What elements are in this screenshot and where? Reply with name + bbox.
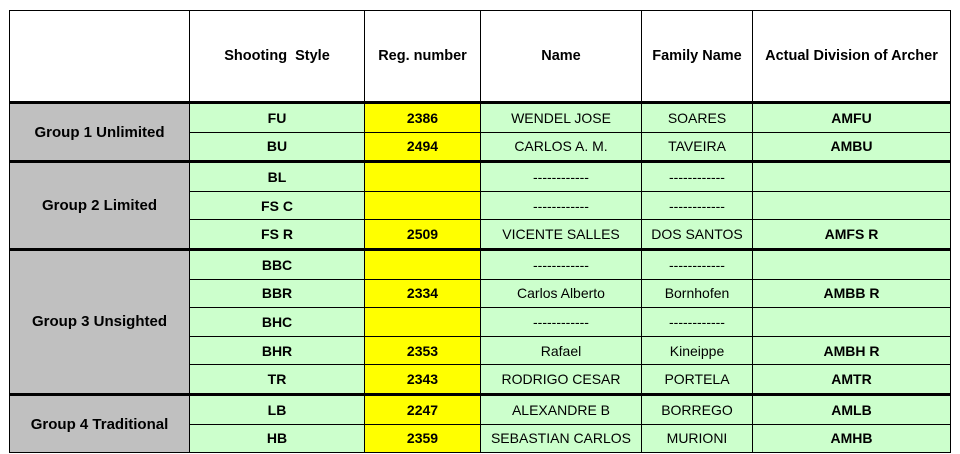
division-cell (753, 249, 951, 279)
name-cell: ------------ (481, 308, 642, 337)
name-cell: SEBASTIAN CARLOS (481, 424, 642, 453)
shooting-style-cell: BBC (190, 249, 365, 279)
shooting-style-cell: BU (190, 132, 365, 162)
division-cell: AMFU (753, 103, 951, 133)
family-name-cell: Bornhofen (642, 279, 753, 308)
shooting-style-cell: BHR (190, 336, 365, 365)
reg-number-cell: 2494 (365, 132, 481, 162)
name-cell: VICENTE SALLES (481, 220, 642, 250)
reg-number-cell: 2386 (365, 103, 481, 133)
reg-number-cell: 2334 (365, 279, 481, 308)
header-row (10, 11, 951, 103)
header-shooting-style: Shooting Style (190, 11, 365, 103)
reg-number-cell: 2353 (365, 336, 481, 365)
group-label: Group 3 Unsighted (10, 249, 190, 394)
family-name-cell: ------------ (642, 249, 753, 279)
family-name-cell: MURIONI (642, 424, 753, 453)
family-name-cell: BORREGO (642, 394, 753, 424)
header-division: Actual Division of Archer (753, 11, 951, 103)
reg-number-cell (365, 308, 481, 337)
name-cell: CARLOS A. M. (481, 132, 642, 162)
header-group (10, 11, 190, 103)
shooting-style-cell: FU (190, 103, 365, 133)
group-label: Group 4 Traditional (10, 394, 190, 452)
family-name-cell: DOS SANTOS (642, 220, 753, 250)
name-cell: ------------ (481, 249, 642, 279)
shooting-style-cell: BL (190, 162, 365, 192)
shooting-style-cell: BHC (190, 308, 365, 337)
table-row (10, 394, 951, 424)
group-label: Group 1 Unlimited (10, 103, 190, 162)
table-row (10, 103, 951, 133)
shooting-style-cell: FS C (190, 191, 365, 220)
name-cell: WENDEL JOSE (481, 103, 642, 133)
shooting-style-cell: TR (190, 365, 365, 395)
division-cell: AMBH R (753, 336, 951, 365)
name-cell: Rafael (481, 336, 642, 365)
reg-number-cell (365, 162, 481, 192)
family-name-cell: ------------ (642, 191, 753, 220)
division-cell (753, 162, 951, 192)
division-cell: AMLB (753, 394, 951, 424)
name-cell: RODRIGO CESAR (481, 365, 642, 395)
division-cell: AMFS R (753, 220, 951, 250)
table-row (10, 162, 951, 192)
division-cell (753, 191, 951, 220)
division-cell (753, 308, 951, 337)
table-row (10, 249, 951, 279)
reg-number-cell (365, 249, 481, 279)
shooting-style-cell: FS R (190, 220, 365, 250)
division-cell: AMBU (753, 132, 951, 162)
shooting-style-cell: LB (190, 394, 365, 424)
family-name-cell: ------------ (642, 308, 753, 337)
family-name-cell: PORTELA (642, 365, 753, 395)
name-cell: Carlos Alberto (481, 279, 642, 308)
division-cell: AMHB (753, 424, 951, 453)
family-name-cell: Kineippe (642, 336, 753, 365)
header-reg-number: Reg. number (365, 11, 481, 103)
header-family-name: Family Name (642, 11, 753, 103)
header-name: Name (481, 11, 642, 103)
division-cell: AMBB R (753, 279, 951, 308)
family-name-cell: SOARES (642, 103, 753, 133)
reg-number-cell: 2247 (365, 394, 481, 424)
reg-number-cell: 2509 (365, 220, 481, 250)
reg-number-cell: 2343 (365, 365, 481, 395)
reg-number-cell (365, 191, 481, 220)
name-cell: ------------ (481, 162, 642, 192)
name-cell: ALEXANDRE B (481, 394, 642, 424)
archer-division-table (9, 10, 951, 453)
group-label: Group 2 Limited (10, 162, 190, 250)
shooting-style-cell: HB (190, 424, 365, 453)
division-cell: AMTR (753, 365, 951, 395)
family-name-cell: ------------ (642, 162, 753, 192)
family-name-cell: TAVEIRA (642, 132, 753, 162)
name-cell: ------------ (481, 191, 642, 220)
reg-number-cell: 2359 (365, 424, 481, 453)
shooting-style-cell: BBR (190, 279, 365, 308)
